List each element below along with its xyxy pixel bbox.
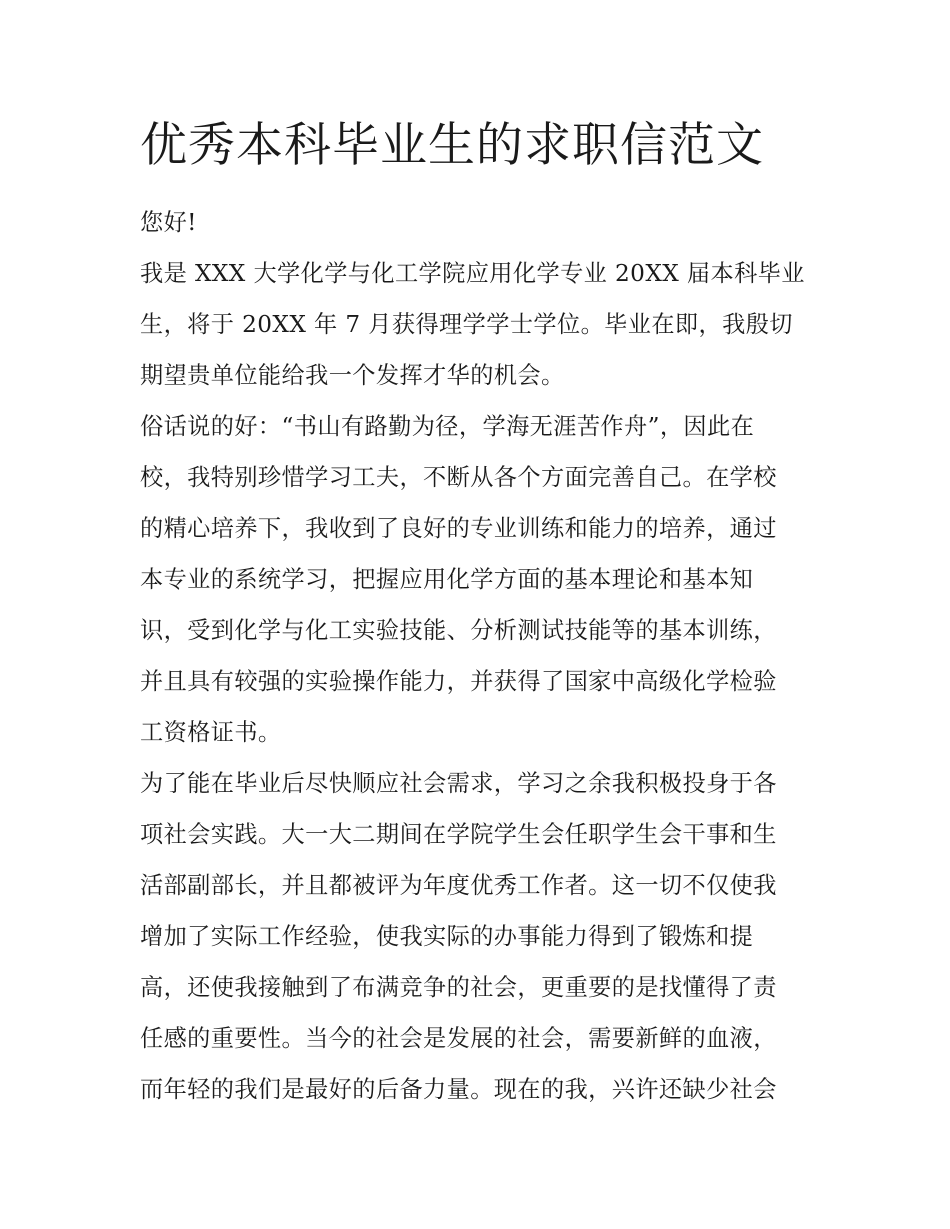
text-line: 增加了实际工作经验，使我实际的办事能力得到了锻炼和提 — [140, 923, 754, 950]
text-line: 项社会实践。大一大二期间在学院学生会任职学生会干事和生 — [140, 821, 777, 848]
text-line: 任感的重要性。当今的社会是发展的社会，需要新鲜的血液， — [140, 1025, 777, 1052]
text-line: 的精心培养下，我收到了良好的专业训练和能力的培养，通过 — [140, 515, 777, 542]
letter-body — [140, 197, 812, 1115]
text-line: 生，将于 20XX 年 7 月获得理学学士学位。毕业在即，我殷切 — [140, 311, 793, 338]
text-line: 校，我特别珍惜学习工夫，不断从各个方面完善自己。在学校 — [140, 464, 777, 491]
text-line: 本专业的系统学习，把握应用化学方面的基本理论和基本知 — [140, 566, 754, 593]
text-line: 工资格证书。 — [140, 719, 282, 746]
text-line: 俗话说的好：“书山有路勤为径，学海无涯苦作舟”，因此在 — [140, 413, 755, 440]
text-line: 为了能在毕业后尽快顺应社会需求，学习之余我积极投身于各 — [140, 770, 777, 797]
text-line: 并且具有较强的实验操作能力，并获得了国家中高级化学检验 — [140, 668, 777, 695]
page-title: 优秀本科毕业生的求职信范文 — [140, 118, 764, 173]
text-line: 您好! — [140, 209, 197, 236]
text-line: 识，受到化学与化工实验技能、分析测试技能等的基本训练， — [140, 617, 777, 644]
text-line: 高，还使我接触到了布满竞争的社会，更重要的是找懂得了责 — [140, 974, 777, 1001]
text-line: 期望贵单位能给我一个发挥才华的机会。 — [140, 362, 565, 389]
text-line: 活部副部长，并且都被评为年度优秀工作者。这一切不仅使我 — [140, 872, 777, 899]
text-line: 而年轻的我们是最好的后备力量。现在的我，兴许还缺少社会 — [140, 1076, 777, 1103]
text-line: 我是 XXX 大学化学与化工学院应用化学专业 20XX 届本科毕业 — [140, 260, 805, 287]
